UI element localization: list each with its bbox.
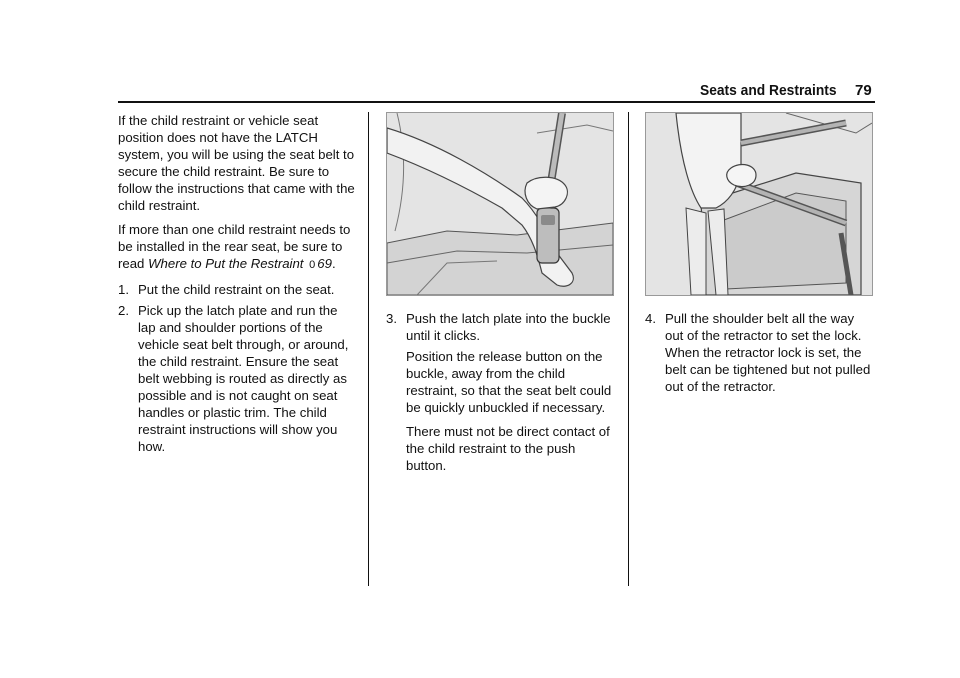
column-middle (386, 112, 614, 481)
step-number: 4. (645, 311, 656, 326)
step-text: Push the latch plate into the buckle until it clicks. (406, 311, 611, 343)
xref-arrow-icon: 0 (309, 259, 316, 271)
step-number: 2. (118, 303, 129, 318)
step-4 (645, 310, 875, 395)
step-text: Pull the shoulder belt all the way out of the retractor to set the lock. When the retractor lock is set, the belt can be tightened but not pulled out of the retractor. (665, 311, 871, 394)
retractor-illustration-image (646, 113, 872, 295)
intro-paragraph: If the child restraint or vehicle seat position does not have the LATCH system, you will be using the seat belt to secure the child restraint. Be sure to follow the instructions that came with the child restraint. (118, 113, 355, 213)
column-divider (628, 112, 629, 586)
step-number: 1. (118, 282, 129, 297)
column-divider (368, 112, 369, 586)
step-2 (118, 302, 356, 455)
retractor-illustration (645, 112, 873, 296)
buckle-illustration-image (387, 113, 613, 295)
xref-page[interactable]: 69 (317, 256, 332, 271)
where-to-put-link[interactable]: Where to Put the Restraint (148, 256, 304, 271)
placement-period: . (331, 256, 336, 271)
placement-text: If more than one child restraint needs to be installed in the rear seat, be sure to read (118, 222, 351, 271)
buckle-illustration (386, 112, 614, 296)
step-text: Pick up the latch plate and run the lap and shoulder portions of the vehicle seat belt through, or around, the child restraint. Ensure the seat belt webbing is routed as directly as possible and is not caught on seat handles or plastic trim. The child restraint instructions will show you how. (138, 303, 349, 454)
step-1 (118, 281, 356, 298)
column-left (118, 112, 356, 459)
page-number: 79 (855, 82, 872, 99)
step-text: Put the child restraint on the seat. (138, 282, 335, 297)
step-3 (386, 310, 614, 344)
step-number: 3. (386, 311, 397, 326)
section-title: Seats and Restraints (700, 82, 837, 99)
column-right (645, 112, 875, 399)
restraint-placement-paragraph (118, 221, 356, 274)
push-button-note: There must not be direct contact of the child restraint to the push button. (406, 424, 610, 473)
header-rule (118, 101, 875, 103)
release-button-note: Position the release button on the buckle, away from the child restraint, so that the seat belt could be quickly unbuckled if necessary. (406, 349, 612, 415)
